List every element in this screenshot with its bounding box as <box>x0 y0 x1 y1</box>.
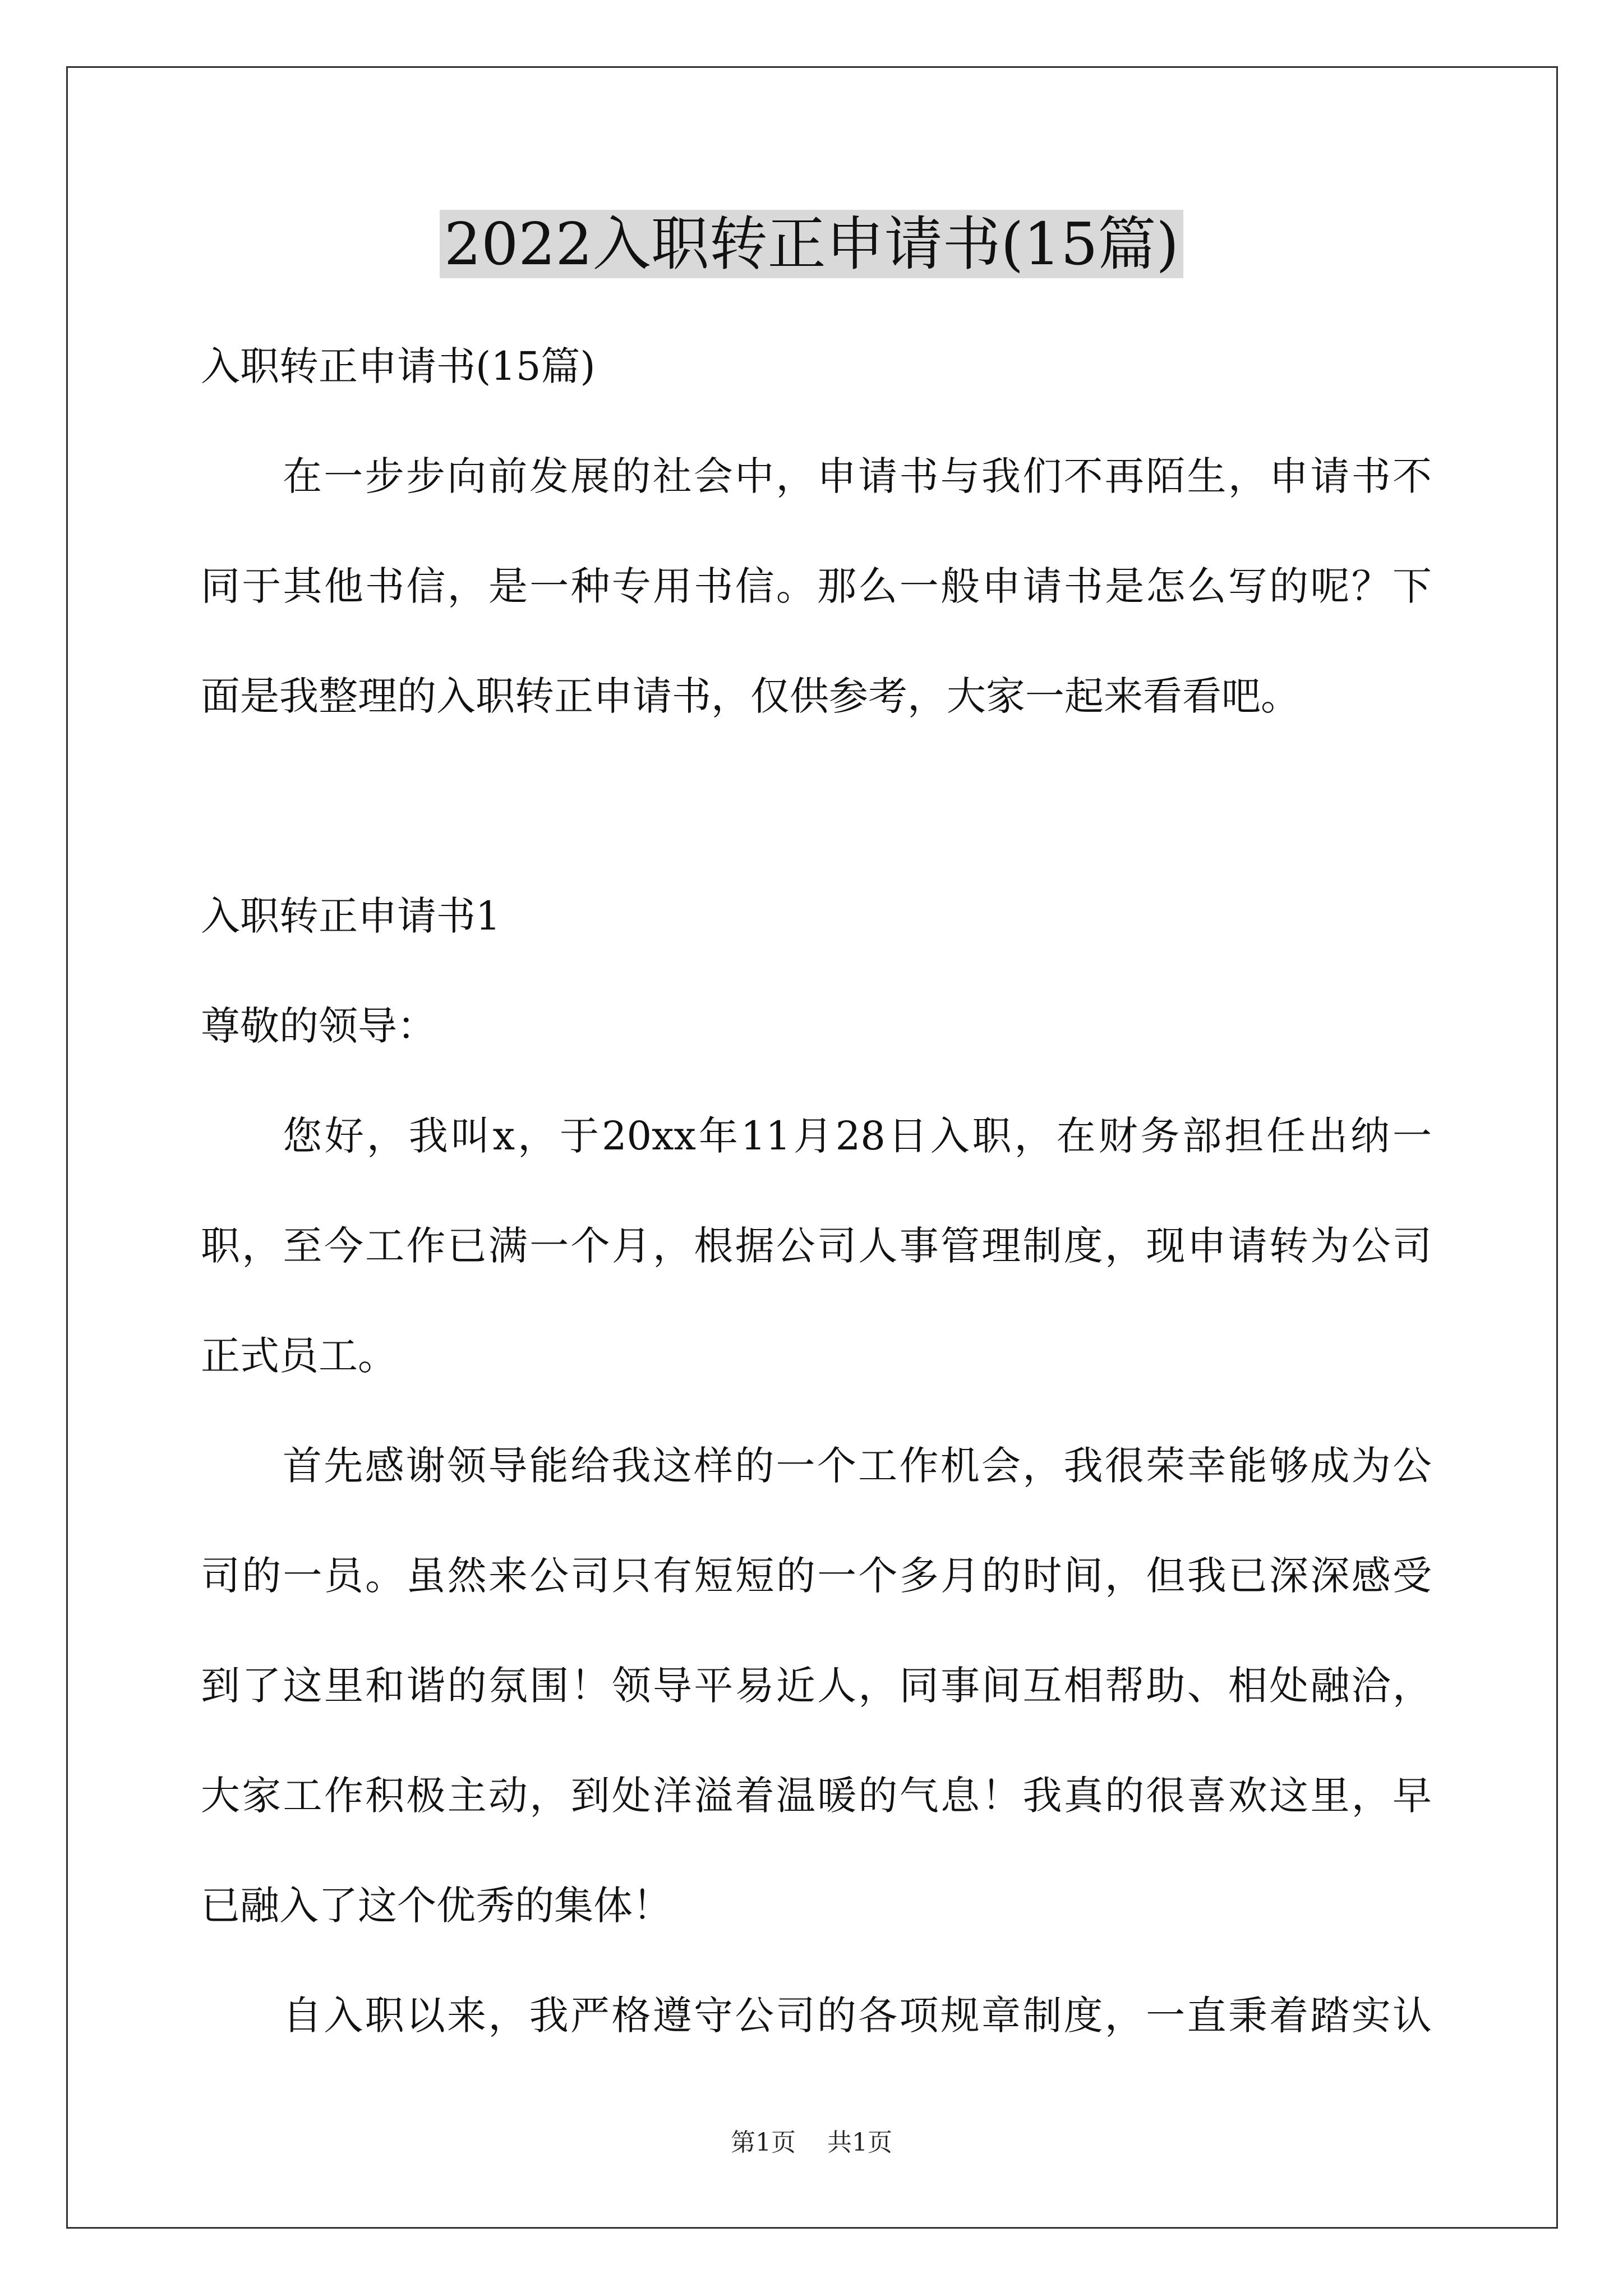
page-total: 共1页 <box>827 2128 892 2157</box>
section-heading: 入职转正申请书1 <box>201 893 501 939</box>
salutation: 尊敬的领导： <box>201 1003 436 1049</box>
document-title: 2022入职转正申请书(15篇) <box>0 202 1623 286</box>
paragraph-line: 正式员工。 <box>201 1333 397 1379</box>
paragraph-line: 到了这里和谐的氛围！领导平易近人，同事间互相帮助、相处融洽， <box>201 1663 1432 1709</box>
paragraph-line: 首先感谢领导能给我这样的一个工作机会，我很荣幸能够成为公 <box>283 1443 1432 1489</box>
paragraph-line: 职，至今工作已满一个月，根据公司人事管理制度，现申请转为公司 <box>201 1223 1432 1269</box>
page-footer <box>0 2126 1623 2160</box>
paragraph-line: 已融入了这个优秀的集体！ <box>201 1883 672 1929</box>
paragraph-line: 您好，我叫x，于20xx年11月28日入职，在财务部担任出纳一 <box>283 1113 1432 1159</box>
page-number: 第1页 <box>731 2128 796 2157</box>
blank-line <box>201 751 1432 861</box>
document-subtitle: 入职转正申请书(15篇) <box>201 343 596 389</box>
intro-line: 面是我整理的入职转正申请书，仅供参考，大家一起来看看吧。 <box>201 673 1300 719</box>
paragraph-line: 自入职以来，我严格遵守公司的各项规章制度，一直秉着踏实认 <box>283 1993 1432 2039</box>
paragraph-line: 司的一员。虽然来公司只有短短的一个多月的时间，但我已深深感受 <box>201 1553 1432 1599</box>
document-body <box>201 311 1432 2070</box>
intro-line: 在一步步向前发展的社会中，申请书与我们不再陌生，申请书不 <box>283 453 1432 499</box>
intro-line: 同于其他书信，是一种专用书信。那么一般申请书是怎么写的呢？下 <box>201 563 1432 609</box>
paragraph-line: 大家工作积极主动，到处洋溢着温暖的气息！我真的很喜欢这里，早 <box>201 1773 1432 1819</box>
